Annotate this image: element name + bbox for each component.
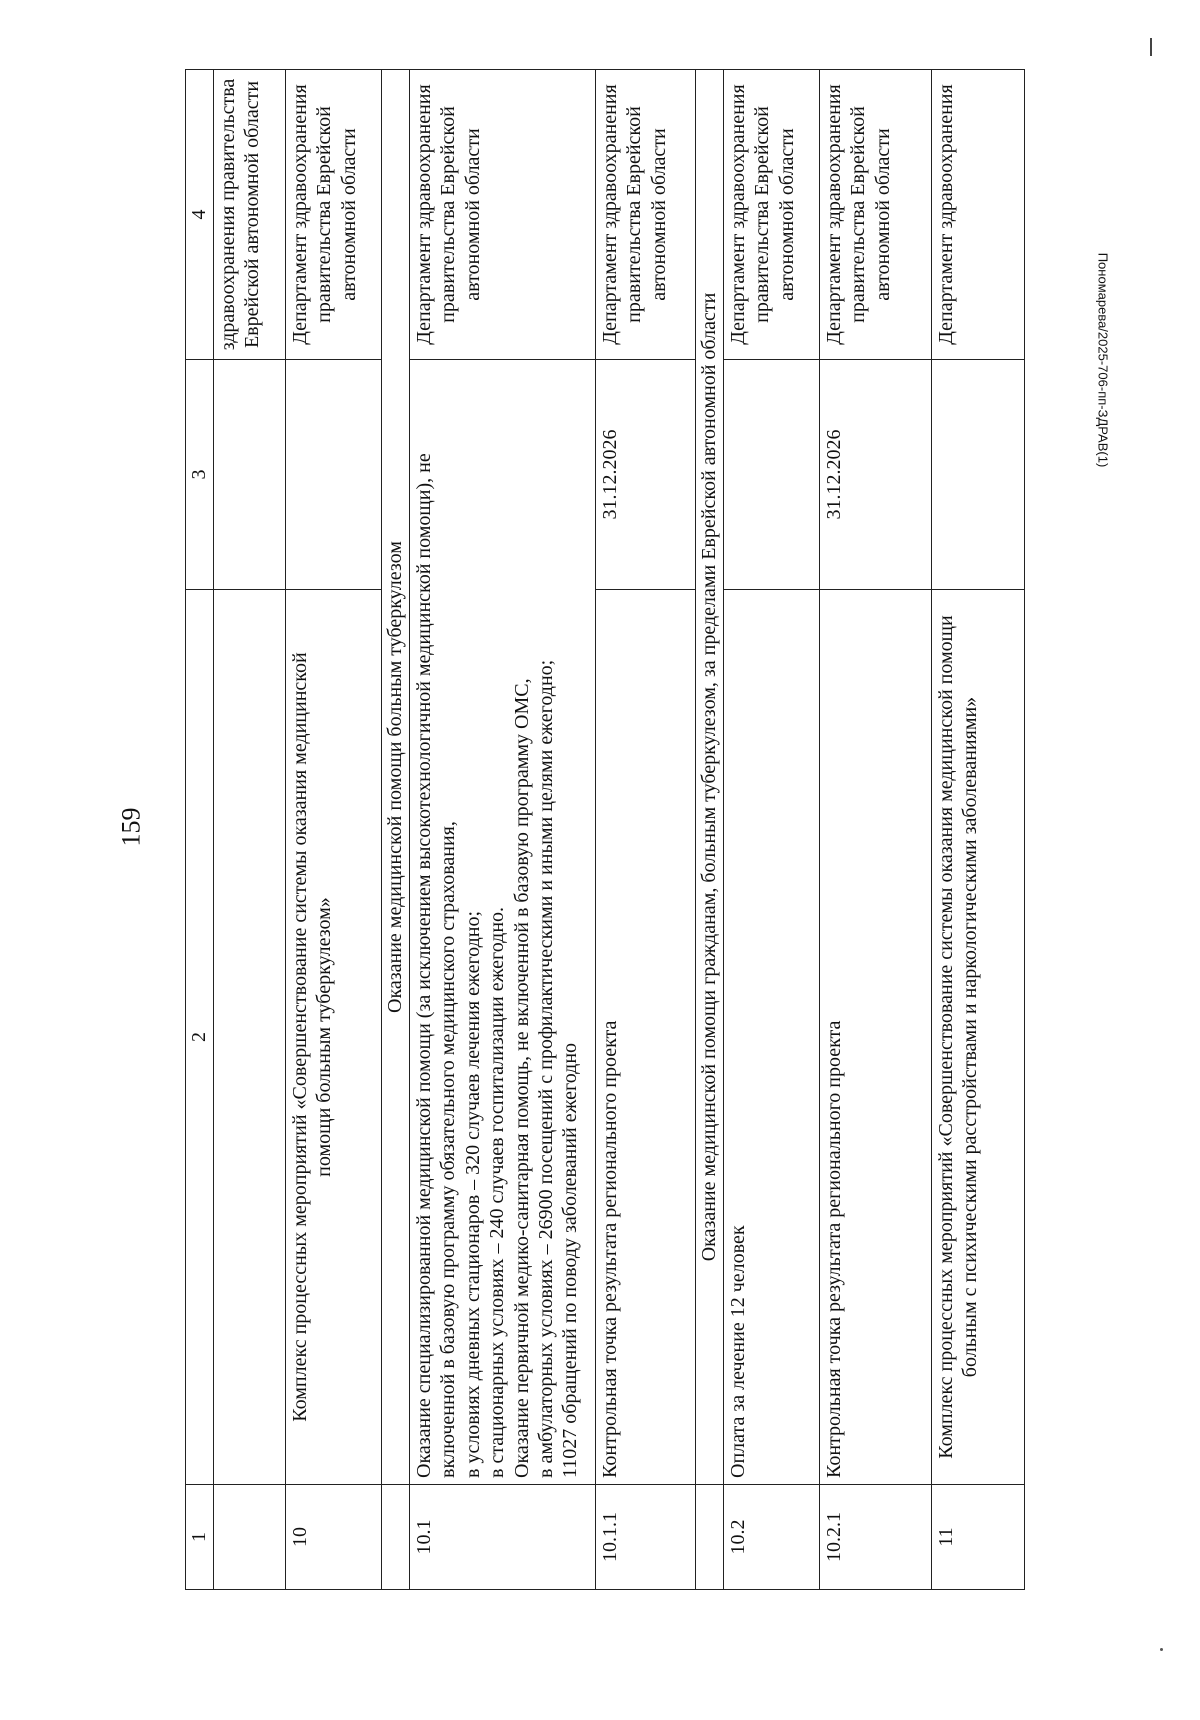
desc-line: в условиях дневных стационаров – 320 случаев лечения ежегодно; xyxy=(461,910,484,1478)
plan-table xyxy=(185,69,1025,1590)
row-description xyxy=(410,360,596,1485)
desc-line: Оказание специализированной медицинской помощи (за исключением высокотехнологичной медицинской помощи), не включенной в базовую программу обязательного медицинского страхования, xyxy=(413,453,460,1478)
row-description: Комплекс процессных мероприятий «Совершенствование системы оказания медицинской помощи больным с психическими расстройствами и наркологическими заболеваниями» xyxy=(932,590,1025,1485)
row-number: 10.2.1 xyxy=(820,1485,932,1590)
table-row xyxy=(286,70,382,1590)
header-col-2: 2 xyxy=(186,590,214,1485)
section-spacer xyxy=(382,1485,410,1590)
table-row xyxy=(410,70,596,1590)
section-row xyxy=(382,70,410,1590)
table-row xyxy=(820,70,932,1590)
row-responsible: Департамент здравоохранения правительства Еврейской автономной области xyxy=(820,70,932,360)
row-date: 31.12.2026 xyxy=(596,360,696,590)
row-date xyxy=(932,360,1025,590)
desc-line: в амбулаторных условиях – 26900 посещений с профилактическими и иными целями ежегодно; xyxy=(534,659,557,1478)
header-col-4: 4 xyxy=(186,70,214,360)
row-date: 31.12.2026 xyxy=(820,360,932,590)
row-responsible: Департамент здравоохранения xyxy=(932,70,1025,360)
section-title: Оказание медицинской помощи больным туберкулезом xyxy=(382,70,410,1485)
row-description xyxy=(214,590,286,1485)
page-number: 159 xyxy=(116,807,146,847)
row-description: Комплекс процессных мероприятий «Совершенствование системы оказания медицинской помощи больным туберкулезом» xyxy=(286,590,382,1485)
desc-line: Оказание первичной медико-санитарная помощь, не включенной в базовую программу ОМС, xyxy=(510,678,533,1478)
row-responsible: Департамент здравоохранения правительства Еврейской автономной области xyxy=(596,70,696,360)
row-description: Оплата за лечение 12 человек xyxy=(724,590,820,1485)
section-row xyxy=(696,70,724,1590)
row-description: Контрольная точка результата регионального проекта xyxy=(596,590,696,1485)
row-description: Контрольная точка результата регионального проекта xyxy=(820,590,932,1485)
rotated-table-wrapper xyxy=(185,70,1025,1590)
table-row xyxy=(214,70,286,1590)
row-date xyxy=(724,360,820,590)
section-title: Оказание медицинской помощи гражданам, больным туберкулезом, за пределами Еврейской автономной области xyxy=(696,70,724,1485)
header-row xyxy=(186,70,214,1590)
row-responsible: здравоохранения правительства Еврейской автономной области xyxy=(214,70,286,360)
row-responsible: Департамент здравоохранения правительства Еврейской автономной области xyxy=(286,70,382,360)
row-date xyxy=(286,360,382,590)
section-spacer xyxy=(696,1485,724,1590)
header-col-3: 3 xyxy=(186,360,214,590)
row-number: 10.1 xyxy=(410,1485,596,1590)
scan-dot xyxy=(1160,1648,1163,1651)
footer-text: Пономарева/2025-706-пп-ЗДРАВ(1) xyxy=(1095,252,1111,468)
row-number: 11 xyxy=(932,1485,1025,1590)
row-number: 10 xyxy=(286,1485,382,1590)
table-row xyxy=(596,70,696,1590)
table-row xyxy=(724,70,820,1590)
edge-mark xyxy=(1150,38,1152,56)
row-number: 10.2 xyxy=(724,1485,820,1590)
row-date xyxy=(214,360,286,590)
row-responsible: Департамент здравоохранения правительства Еврейской автономной области xyxy=(724,70,820,360)
desc-line: 11027 обращений по поводу заболеваний ежегодно xyxy=(559,1042,582,1478)
header-col-1: 1 xyxy=(186,1485,214,1590)
row-responsible: Департамент здравоохранения правительства Еврейской автономной области xyxy=(410,70,596,360)
row-number: 10.1.1 xyxy=(596,1485,696,1590)
desc-line: в стационарных условиях – 240 случаев госпитализации ежегодно. xyxy=(486,906,509,1478)
table-row xyxy=(932,70,1025,1590)
row-number xyxy=(214,1485,286,1590)
